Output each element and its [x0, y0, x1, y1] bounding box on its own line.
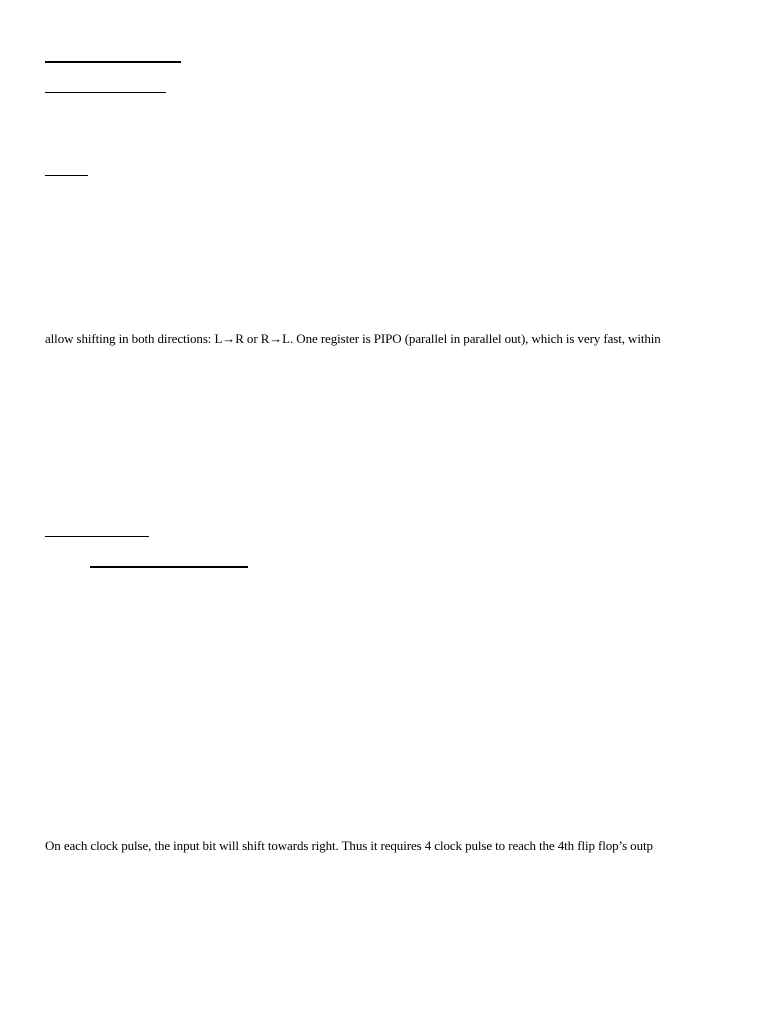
- subheading-underline-5: [90, 566, 248, 568]
- heading-underline-1: [45, 61, 181, 63]
- paragraph-line-1: allow shifting in both directions: L→R or R→L. One register is PIPO (parallel in parallel out), which is very fast, within: [45, 331, 661, 346]
- paragraph-line-2: On each clock pulse, the input bit will shift towards right. Thus it requires 4 clock pulse to reach the 4th flip flop’s outp: [45, 838, 653, 853]
- heading-underline-2: [45, 92, 166, 93]
- heading-underline-4: [45, 536, 149, 537]
- heading-underline-3: [45, 175, 88, 176]
